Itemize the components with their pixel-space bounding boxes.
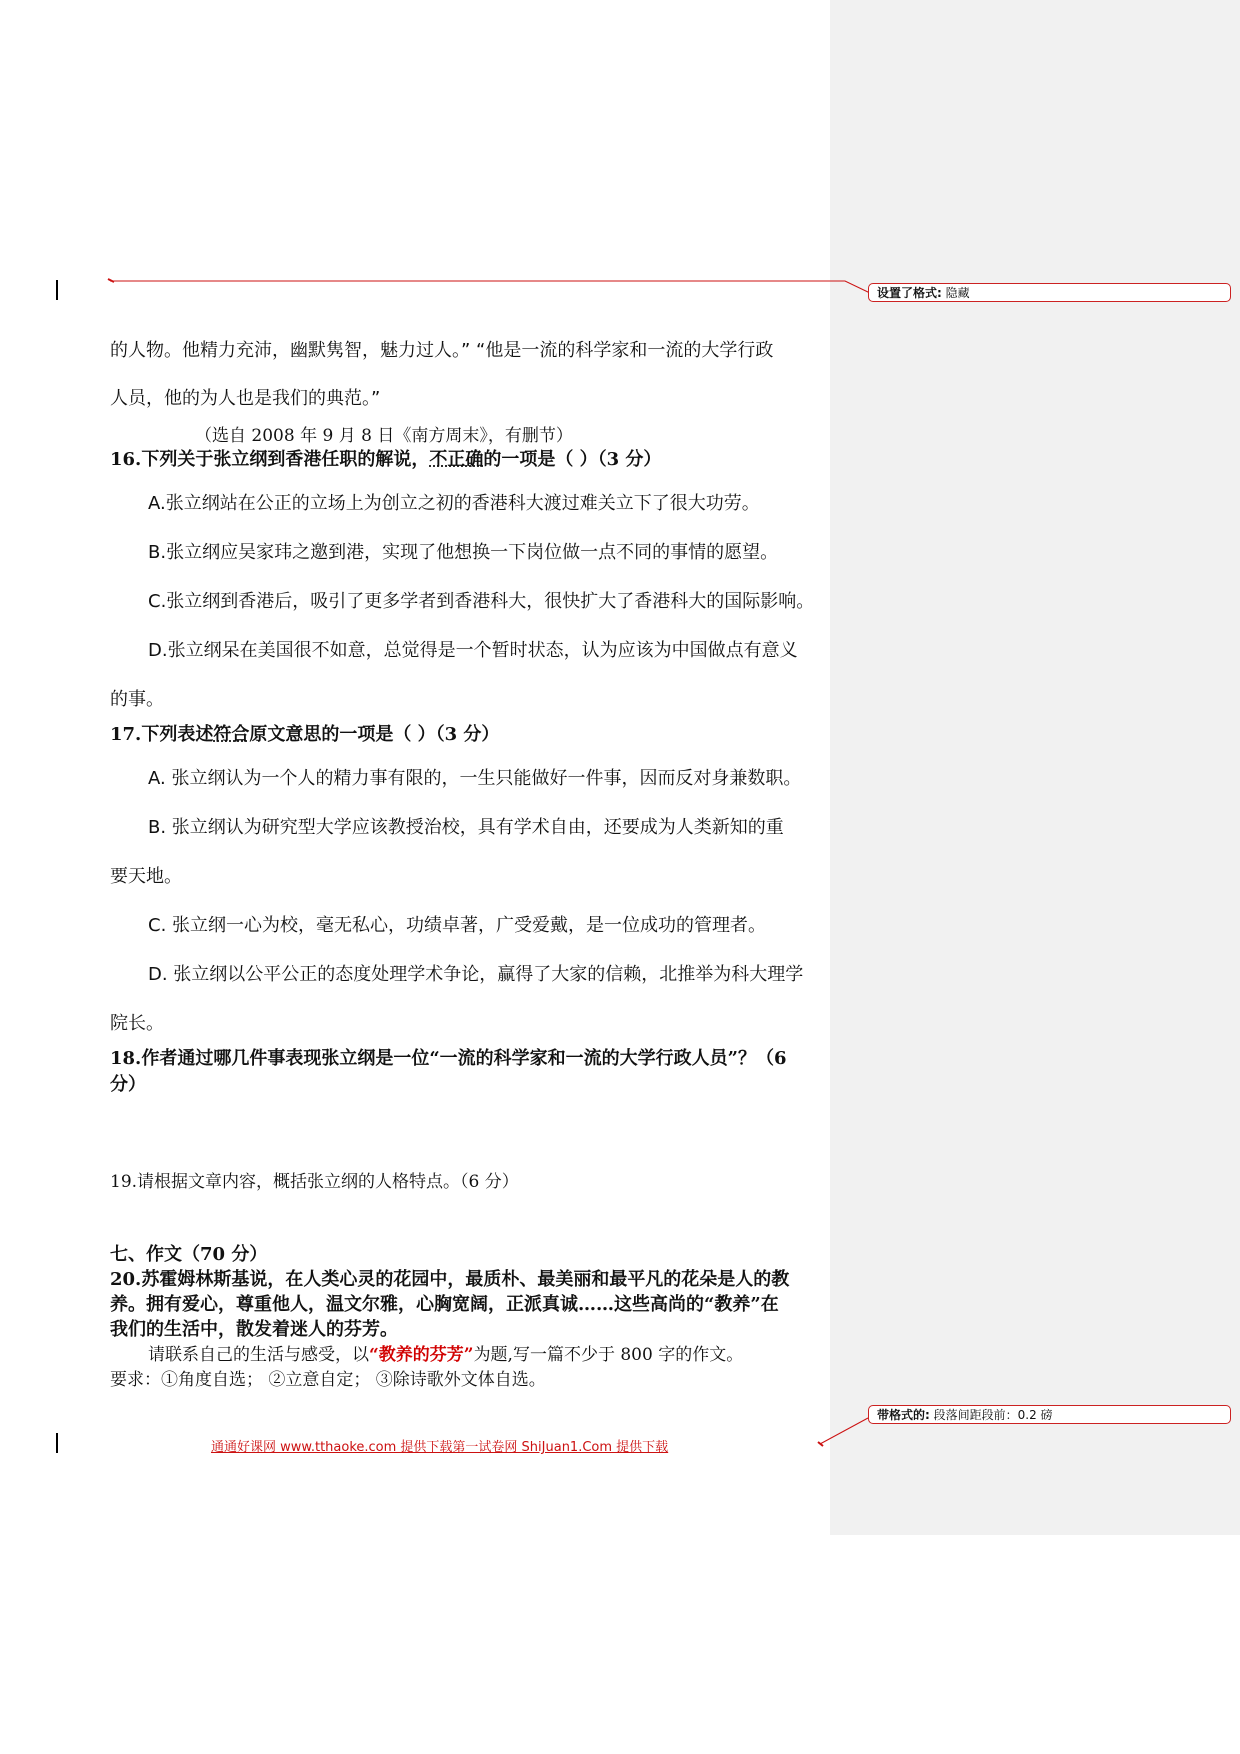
comment-value: 段落间距段前：0.2 磅 [933, 1408, 1053, 1422]
option-a: A.张立纲站在公正的立场上为创立之初的香港科大渡过难关立下了很大功劳。 [148, 493, 760, 514]
format-comment-hidden[interactable] [868, 283, 1231, 302]
option-c: C.张立纲到香港后，吸引了更多学者到香港科大，很快扩大了香港科大的国际影响。 [148, 591, 815, 612]
comment-value: 隐藏 [945, 286, 970, 300]
option-d: D.张立纲呆在美国很不如意，总觉得是一个暂时状态，认为应该为中国做点有意义 [148, 640, 798, 661]
footer-watermark-link[interactable]: 通通好课网 www.tthaoke.com 提供下载第一试卷网 ShiJuan1.Com 提供下载 [211, 1440, 669, 1455]
instruction-text: 为题,写一篇不少于 800 字的作文。 [473, 1345, 744, 1365]
question-19: 19.请根据文章内容，概括张立纲的人格特点。（6 分） [110, 1172, 519, 1192]
question-20-continued: 养。拥有爱心，尊重他人，温文尔雅，心胸宽阔，正派真诚……这些高尚的“教养”在 [110, 1294, 779, 1315]
question-text: 原文意思的一项是（ ）（3 分） [249, 724, 500, 745]
question-18-continued: 分） [110, 1074, 146, 1095]
option-d-continued: 院长。 [110, 1013, 164, 1034]
question-text: 的一项是（ ）（3 分） [483, 449, 662, 470]
option-b-continued: 要天地。 [110, 866, 182, 887]
section-heading: 七、作文（70 分） [110, 1244, 268, 1265]
question-18: 18.作者通过哪几件事表现张立纲是一位“一流的科学家和一流的大学行政人员”？（6 [110, 1048, 787, 1069]
passage-line: 人员，他的为人也是我们的典范。” [110, 388, 381, 409]
question-16 [110, 448, 825, 472]
format-comment-spacing[interactable] [868, 1405, 1231, 1424]
question-text: 16.下列关于张立纲到香港任职的解说， [110, 449, 430, 470]
essay-title: “教养的芬芳” [369, 1345, 474, 1365]
option-a: A. 张立纲认为一个人的精力事有限的，一生只能做好一件事，因而反对身兼数职。 [148, 768, 802, 789]
essay-requirements: 要求：①角度自选； ②立意自定； ③除诗歌外文体自选。 [110, 1370, 546, 1390]
instruction-text: 请联系自己的生活与感受，以 [148, 1345, 369, 1365]
option-d: D. 张立纲以公平公正的态度处理学术争论，赢得了大家的信赖，北推举为科大理学 [148, 964, 804, 985]
comment-connector-top [0, 0, 1240, 310]
option-b: B.张立纲应吴家玮之邀到港，实现了他想换一下岗位做一点不同的事情的愿望。 [148, 542, 779, 563]
option-b: B. 张立纲认为研究型大学应该教授治校，具有学术自由，还要成为人类新知的重 [148, 817, 784, 838]
comment-label: 设置了格式: [877, 286, 942, 300]
emphasis-text: 符合 [213, 724, 250, 745]
source-citation: （选自 2008 年 9 月 8 日《南方周末》，有删节） [195, 426, 573, 446]
question-text: 17.下列表述 [110, 724, 214, 745]
passage-line: 的人物。他精力充沛，幽默隽智，魅力过人。” “他是一流的科学家和一流的大学行政 [110, 340, 774, 361]
option-c: C. 张立纲一心为校，毫无私心，功绩卓著，广受爱戴，是一位成功的管理者。 [148, 915, 767, 936]
option-d-continued: 的事。 [110, 689, 164, 710]
essay-instruction [148, 1343, 863, 1367]
question-20-continued: 我们的生活中，散发着迷人的芬芳。 [110, 1319, 398, 1340]
question-20: 20.苏霍姆林斯基说，在人类心灵的花园中，最质朴、最美丽和最平凡的花朵是人的教 [110, 1269, 790, 1290]
emphasis-text: 不正确 [429, 449, 484, 470]
change-bar-bottom [56, 1433, 58, 1453]
comment-label: 带格式的: [877, 1408, 930, 1422]
question-17 [110, 723, 825, 747]
